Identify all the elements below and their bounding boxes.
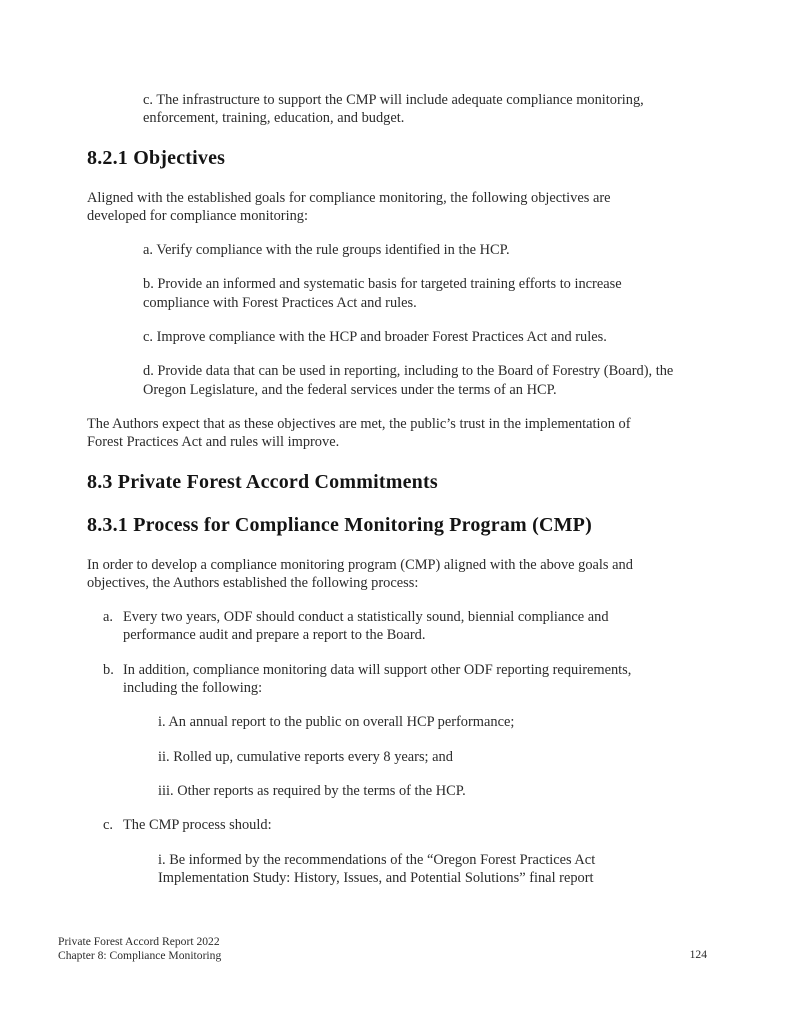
heading-8-3-1-process: 8.3.1 Process for Compliance Monitoring Program (CMP) [87, 513, 592, 536]
page-number: 124 [689, 948, 707, 961]
list-marker-a: a. [103, 609, 113, 626]
list-marker-c: c. [103, 817, 113, 834]
sub-item-i: i. An annual report to the public on overall HCP performance; [158, 714, 515, 731]
paragraph-infrastructure-item-c: c. The infrastructure to support the CMP will include adequate compliance monitoring, enforcement, training, education, and budget. [143, 92, 644, 127]
list-marker-b: b. [103, 661, 114, 678]
paragraph-process-intro: In order to develop a compliance monitoring program (CMP) aligned with the above goals and objectives, the Authors established the following process: [87, 556, 633, 591]
objective-item-d: d. Provide data that can be used in reporting, including to the Board of Forestry (Board), the Oregon Legislature, and the federal services under the terms of an HCP. [143, 363, 674, 398]
heading-8-3-commitments: 8.3 Private Forest Accord Commitments [87, 470, 438, 493]
paragraph-authors-expect: The Authors expect that as these objectives are met, the public’s trust in the implementation of Forest Practices Act and rules will improve. [87, 415, 631, 451]
sub-item-iii: iii. Other reports as required by the terms of the HCP. [158, 782, 466, 799]
sub-item-ii: ii. Rolled up, cumulative reports every 8 years; and [158, 748, 453, 765]
heading-8-2-1-objectives: 8.2.1 Objectives [87, 146, 226, 169]
page-footer [58, 935, 221, 963]
process-c-sub-item-i: i. Be informed by the recommendations of the “Oregon Forest Practices Act Implementation Study: History, Issues, and Potential Solutions” final report [158, 851, 596, 886]
footer-chapter-title: Chapter 8: Compliance Monitoring [58, 949, 222, 962]
page-content [87, 0, 765, 903]
objective-item-a: a. Verify compliance with the rule groups identified in the HCP. [143, 242, 510, 259]
process-item-b [103, 661, 765, 698]
process-item-b-text: In addition, compliance monitoring data will support other ODF reporting requirements, including the following: [123, 661, 632, 697]
process-item-c-text: The CMP process should: [123, 817, 272, 834]
process-item-a [103, 608, 765, 645]
process-item-a-text: Every two years, ODF should conduct a statistically sound, biennial compliance and performance audit and prepare a report to the Board. [123, 609, 609, 644]
paragraph-goals-aligned: Aligned with the established goals for compliance monitoring, the following objectives are developed for compliance monitoring: [87, 189, 611, 224]
objective-item-b: b. Provide an informed and systematic basis for targeted training efforts to increase compliance with Forest Practices Act and rules. [143, 276, 622, 311]
process-item-c [103, 816, 765, 834]
objective-item-c: c. Improve compliance with the HCP and broader Forest Practices Act and rules. [143, 329, 607, 346]
footer-report-title: Private Forest Accord Report 2022 [58, 935, 220, 948]
